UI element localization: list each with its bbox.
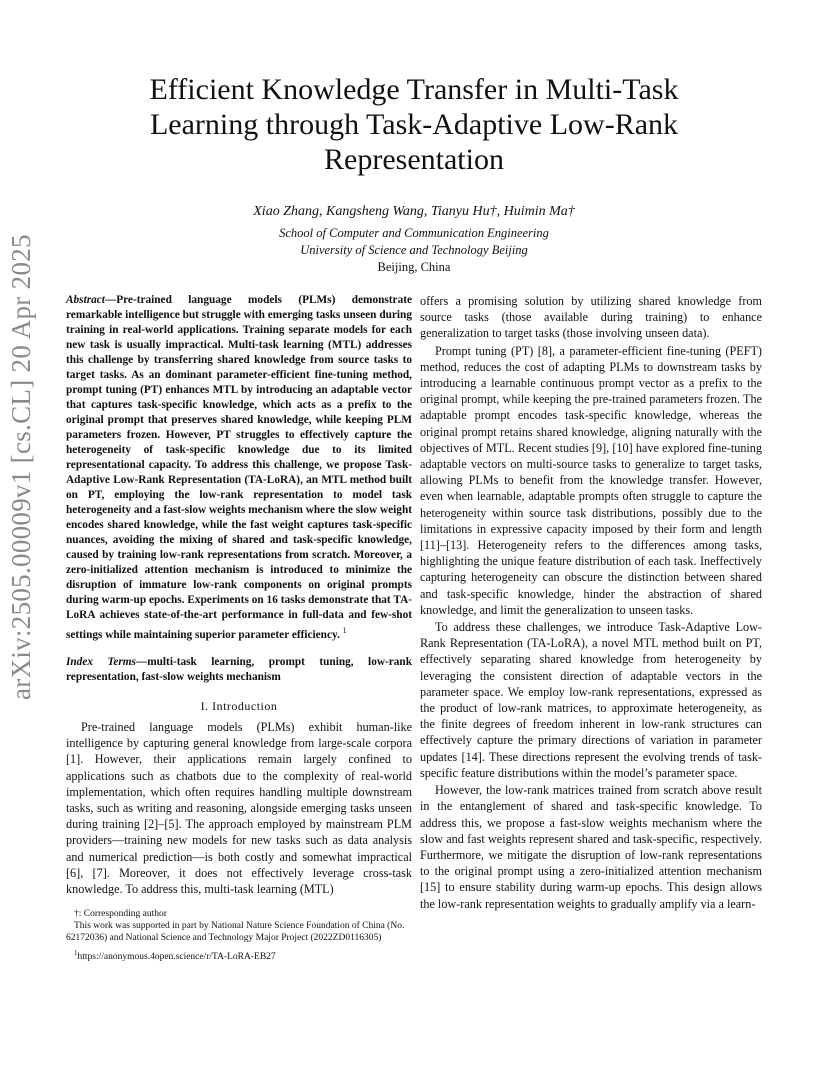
- footnote-url-mark: 1: [74, 949, 78, 957]
- body-paragraph: Pre-trained language models (PLMs) exhibit human-like intelligence by capturing general knowledge from large-scale corpora [1]. However, their applications remain largely confined to applications such as chatbots due to the complexity of real-world implementation, which often requires handling multiple downstream tasks, such as writing and reasoning, alongside emerging tasks unseen during training [2]–[5]. The approach employed by mainstream PLM providers—training new models for new tasks such as data analysis and numerical prediction—is both costly and somewhat impractical [6], [7]. Moreover, it does not effectively leverage cross-task knowledge. To address this, multi-task learning (MTL): [66, 719, 412, 896]
- right-column: [420, 293, 762, 912]
- paper-title: [90, 72, 738, 177]
- author-list: Xiao Zhang, Kangsheng Wang, Tianyu Hu†, Huimin Ma†: [253, 204, 575, 219]
- abstract-text: —Pre-trained language models (PLMs) demonstrate remarkable intelligence but struggle with emerging tasks unseen during training in real-world applications. Training separate models for each new task is usually impractical. Multi-task learning (MTL) addresses this challenge by transferring shared knowledge from source tasks to target tasks. As an dominant parameter-efficient fine-tuning method, prompt tuning (PT) enhances MTL by introducing an adaptable vector that captures task-specific knowledge, which acts as a prefix to the original prompt that preserves shared knowledge, while keeping PLM parameters frozen. However, PT struggles to effectively capture the heterogeneity of task-specific knowledge due to its limited representational capacity. To address this challenge, we propose Task-Adaptive Low-Rank Representation (TA-LoRA), an MTL method built on PT, employing the low-rank representation to model task heterogeneity and a fast-slow weights mechanism where the slow weight encodes shared knowledge, while the fast weight captures task-specific nuances, avoiding the mixing of shared and task-specific knowledge, caused by training low-rank representations from scratch. Moreover, a zero-initialized attention mechanism is introduced to minimize the disruption of immature low-rank components on original prompts during warm-up epochs. Experiments on 16 tasks demonstrate that TA-LoRA achieves state-of-the-art performance in full-data and few-shot settings while maintaining superior parameter efficiency.: [66, 294, 412, 641]
- footnote-url-link[interactable]: https://anonymous.4open.science/r/TA-LoRA-EB27: [77, 952, 276, 963]
- footnote-corresponding: †: Corresponding author: [74, 909, 167, 919]
- index-terms-text: —multi-task learning, prompt tuning, low-rank representation, fast-slow weights mechanism: [66, 655, 412, 683]
- affiliation-school: School of Computer and Communication Engineering: [279, 226, 549, 240]
- title-line: Representation: [324, 143, 504, 176]
- arxiv-stamp: arXiv:2505.00009v1 [cs.CL] 20 Apr 2025: [6, 234, 36, 700]
- left-column: [66, 293, 412, 897]
- title-line: Efficient Knowledge Transfer in Multi-Task: [149, 73, 679, 106]
- body-paragraph: Prompt tuning (PT) [8], a parameter-efficient fine-tuning (PEFT) method, reduces the cost of adapting PLMs to downstream tasks by introducing a learnable continuous prompt vector as a prefix to the original prompt, while keeping the pre-trained parameters frozen. The adaptable prompt encodes task-specific knowledge, whereas the original prompt retains shared knowledge, aligning naturally with the objectives of MTL. Recent studies [9], [10] have explored fine-tuning adaptable vectors on multi-source tasks to generalize to target tasks, allowing PLMs to benefit from the knowledge transfer. However, even when learnable, adaptable prompts often struggle to capture the heterogeneity within source task distributions, possibly due to the limitations in expressive capacity imposed by their form and length [11]–[13]. Heterogeneity refers to the differences among tasks, highlighting the unique feature distribution of each task. Ineffectively capturing heterogeneity can obscure the distinction between shared and task-specific knowledge, hinder the abstraction of shared knowledge, and limit the generalization to unseen tasks.: [420, 343, 762, 617]
- affiliation-university: University of Science and Technology Beijing: [300, 243, 528, 257]
- footnote-mark: 1: [342, 626, 347, 635]
- affiliation: [90, 225, 738, 276]
- footnotes: [66, 908, 412, 963]
- section-heading: I. Introduction: [200, 698, 278, 713]
- body-paragraph: However, the low-rank matrices trained from scratch above result in the entanglement of shared and task-specific knowledge. To address this, we propose a fast-slow weights mechanism where the slow and fast weights represent shared and task-specific, respectively. Furthermore, we mitigate the disruption of low-rank representations to the original prompt using a zero-initialized attention mechanism [15] to ensure stability during warm-up epochs. This design allows the low-rank representation weights to gradually amplify via a learn-: [420, 783, 762, 911]
- body-paragraph: To address these challenges, we introduce Task-Adaptive Low-Rank Representation (TA-LoRA), a novel MTL method built on PT, effectively separating shared knowledge from heterogeneity by leveraging the consistent direction of adaptable vectors in the parameter space. We employ low-rank representations, expressed as the product of low-rank matrices, to approximate heterogeneity, as the finite degrees of freedom inherent in low-rank structures can effectively capture the primary directions of variation in parameter updates [14]. These directions represent the evolving trends of task-specific feature distributions within the model’s parameter space.: [420, 620, 762, 780]
- abstract-label: Abstract: [66, 294, 105, 306]
- footnote-url: [66, 947, 412, 963]
- index-terms: [66, 655, 412, 685]
- index-terms-label: Index Terms: [66, 655, 136, 668]
- affiliation-city: Beijing, China: [377, 260, 451, 274]
- title-line: Learning through Task-Adaptive Low-Rank: [149, 108, 679, 141]
- body-paragraph: offers a promising solution by utilizing shared knowledge from source tasks (those available during training) to enhance generalization to target tasks (those involving unseen data).: [420, 294, 762, 341]
- footnote-funding: This work was supported in part by National Nature Science Foundation of China (No. 62172036) and National Science and Technology Major Project (2022ZD0116305): [66, 921, 405, 943]
- abstract: [66, 293, 412, 643]
